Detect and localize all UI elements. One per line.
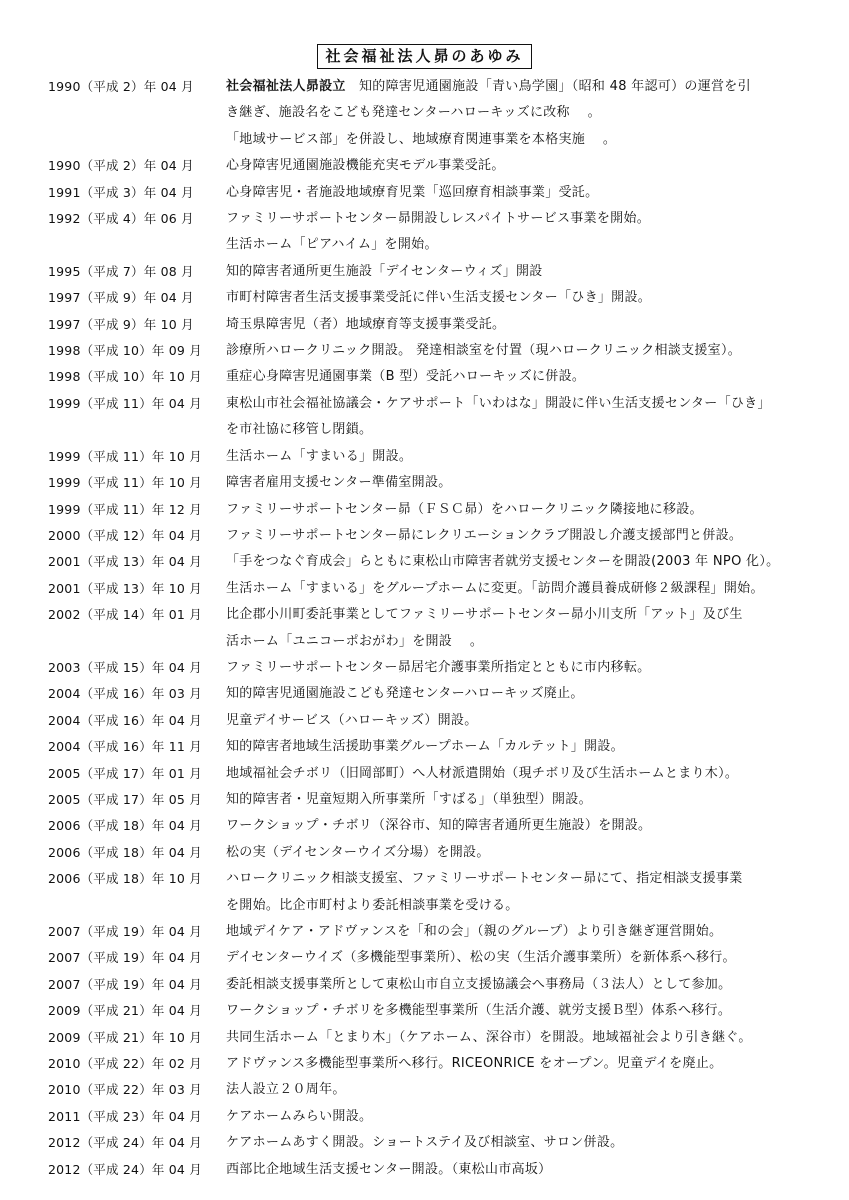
entry-date: 1998（平成 10）年 09 月 — [48, 343, 202, 359]
entry-description — [226, 787, 828, 813]
entry-date: 2007（平成 19）年 04 月 — [48, 976, 202, 992]
entry-description — [226, 153, 828, 179]
entry-date: 2001（平成 13）年 04 月 — [48, 554, 202, 570]
timeline-entry — [48, 497, 828, 523]
entry-description-line: き継ぎ、施設名をこども発達センターハローキッズに改称 。 — [226, 105, 601, 121]
entry-lead-text: 社会福祉法人昴設立 — [226, 79, 346, 94]
entry-description-line: ハロークリニック相談支援室、ファミリーサポートセンター昴にて、指定相談支援事業 — [226, 871, 743, 887]
timeline-entry — [48, 153, 828, 179]
timeline-entry — [48, 787, 828, 813]
entry-description-line: ファミリーサポートセンター昴（ＦＳＣ昴）をハロークリニック隣接地に移設。 — [226, 501, 703, 517]
entry-description-line — [226, 74, 828, 100]
entry-description — [226, 866, 828, 919]
timeline-entry — [48, 998, 828, 1024]
entry-description — [226, 655, 828, 681]
timeline-entry — [48, 444, 828, 470]
entry-description-line: デイセンターウイズ（多機能型事業所）、松の実（生活介護事業所）を新体系へ移行。 — [226, 950, 736, 966]
page-title: 社会福祉法人昴のあゆみ — [317, 44, 531, 69]
timeline-entry — [48, 1157, 828, 1183]
entry-date: 2012（平成 24）年 04 月 — [48, 1135, 202, 1151]
timeline-entry — [48, 1130, 828, 1156]
entry-description — [226, 391, 828, 444]
timeline-entry — [48, 972, 828, 998]
entry-date: 2005（平成 17）年 05 月 — [48, 791, 202, 807]
entry-line-text: 知的障害児通園施設「青い鳥学園」（昭和 48 年認可）の運営を引 — [345, 79, 751, 94]
entry-description-line: 「手をつなぐ育成会」らともに東松山市障害者就労支援センターを開設(2003 年 NPO 化）。 — [226, 554, 780, 570]
entry-date: 1999（平成 11）年 10 月 — [48, 448, 202, 464]
entry-description-line: 松の実（デイセンターウイズ分場）を開設。 — [226, 844, 490, 860]
entry-date: 1990（平成 2）年 04 月 — [48, 79, 194, 94]
entry-date: 2004（平成 16）年 11 月 — [48, 739, 202, 755]
timeline-entry — [48, 919, 828, 945]
entry-description — [226, 813, 828, 839]
entry-description-line: 比企郡小川町委託事業としてファミリーサポートセンター昴小川支所「アット」及び生 — [226, 607, 743, 623]
entry-description — [226, 945, 828, 971]
title-area — [0, 44, 849, 69]
entry-description — [226, 1051, 828, 1077]
timeline-entry — [48, 285, 828, 311]
timeline-entry — [48, 259, 828, 285]
entry-date: 2009（平成 21）年 10 月 — [48, 1029, 202, 1045]
timeline-entry — [48, 866, 828, 919]
entry-description-line: ケアホームあすく開設。ショートステイ及び相談室、サロン併設。 — [226, 1135, 624, 1151]
entry-description-line: 委託相談支援事業所として東松山市自立支援協議会へ事務局（３法人）として参加。 — [226, 976, 732, 992]
entry-description-line: 診療所ハロークリニック開設。 発達相談室を付置（現ハロークリニック相談支援室）。 — [226, 343, 742, 359]
entry-date: 2012（平成 24）年 04 月 — [48, 1161, 202, 1177]
entry-description-line: を開始。比企市町村より委託相談事業を受ける。 — [226, 897, 519, 913]
timeline-entry — [48, 945, 828, 971]
entry-description-line: 地域福祉会チボリ（旧岡部町）へ人材派遣開始（現チボリ及び生活ホームとまり木）。 — [226, 765, 739, 781]
entry-date: 2004（平成 16）年 04 月 — [48, 712, 202, 728]
entry-description-line: 活ホーム「ユニコーポおがわ」を開設 。 — [226, 633, 484, 649]
entry-description — [226, 576, 828, 602]
entry-date: 2010（平成 22）年 02 月 — [48, 1056, 202, 1072]
entry-date: 1999（平成 11）年 12 月 — [48, 501, 202, 517]
entry-description — [226, 1104, 828, 1130]
timeline-entry — [48, 180, 828, 206]
entry-description-line: ファミリーサポートセンター昴にレクリエーションクラブ開設し介護支援部門と併設。 — [226, 527, 743, 543]
timeline-entry — [48, 1104, 828, 1130]
timeline-entry — [48, 338, 828, 364]
entry-description-line: 西部比企地域生活支援センター開設。（東松山市高坂） — [226, 1161, 552, 1177]
timeline-entry — [48, 1077, 828, 1103]
entry-description — [226, 444, 828, 470]
timeline-entry — [48, 312, 828, 338]
entry-description — [226, 364, 828, 390]
entry-description-line: ファミリーサポートセンター昴居宅介護事業所指定とともに市内移転。 — [226, 659, 651, 675]
entry-description-line: ファミリーサポートセンター昴開設しレスパイトサービス事業を開始。 — [226, 211, 651, 227]
timeline-entry — [48, 364, 828, 390]
entry-description — [226, 285, 828, 311]
timeline-entry — [48, 576, 828, 602]
timeline-entry — [48, 813, 828, 839]
entry-description-line: 生活ホーム「すまいる」開設。 — [226, 448, 413, 464]
entry-description-line: アドヴァンス多機能型事業所へ移行。RICEONRICE をオープン。児童デイを廃止。 — [226, 1056, 723, 1072]
timeline-entry — [48, 523, 828, 549]
entry-description-line: ワークショップ・チボリ（深谷市、知的障害者通所更生施設）を開設。 — [226, 818, 652, 834]
timeline-entry — [48, 549, 828, 575]
history-timeline — [48, 74, 828, 1183]
entry-description — [226, 761, 828, 787]
timeline-entry — [48, 1025, 828, 1051]
entry-date: 1999（平成 11）年 04 月 — [48, 395, 202, 411]
timeline-entry — [48, 681, 828, 707]
entry-description-line: 埼玉県障害児（者）地域療育等支援事業受託。 — [226, 316, 506, 332]
timeline-entry — [48, 206, 828, 259]
timeline-entry — [48, 840, 828, 866]
entry-date: 2006（平成 18）年 04 月 — [48, 818, 202, 834]
entry-description — [226, 74, 828, 153]
entry-date: 1999（平成 11）年 10 月 — [48, 475, 202, 491]
entry-description-line: 共同生活ホーム「とまり木」（ケアホーム、深谷市）を開設。地域福祉会より引き継ぐ。 — [226, 1029, 752, 1045]
entry-description — [226, 470, 828, 496]
entry-date: 1995（平成 7）年 08 月 — [48, 263, 194, 279]
entry-date: 2005（平成 17）年 01 月 — [48, 765, 202, 781]
timeline-entry — [48, 734, 828, 760]
entry-description-line: 児童デイサービス（ハローキッズ）開設。 — [226, 712, 478, 728]
entry-description-line: ワークショップ・チボリを多機能型事業所（生活介護、就労支援Ｂ型）体系へ移行。 — [226, 1003, 732, 1019]
entry-description — [226, 972, 828, 998]
entry-date: 1990（平成 2）年 04 月 — [48, 158, 194, 174]
entry-date: 2007（平成 19）年 04 月 — [48, 950, 202, 966]
entry-date: 2000（平成 12）年 04 月 — [48, 527, 202, 543]
entry-description-line: 重症心身障害児通園事業（B 型）受託ハローキッズに併設。 — [226, 369, 586, 385]
entry-description-line: 心身障害児・者施設地域療育児業「巡回療育相談事業」受託。 — [226, 184, 599, 200]
entry-date: 1997（平成 9）年 04 月 — [48, 290, 194, 306]
entry-description-line: を市社協に移管し閉鎖。 — [226, 422, 373, 438]
entry-description — [226, 919, 828, 945]
entry-description-line: 心身障害児通園施設機能充実モデル事業受託。 — [226, 158, 505, 174]
entry-date: 2010（平成 22）年 03 月 — [48, 1082, 202, 1098]
timeline-entry — [48, 470, 828, 496]
entry-description-line: 東松山市社会福祉協議会・ケアサポート「いわはな」開設に伴い生活支援センター「ひき」 — [226, 395, 771, 411]
entry-description — [226, 1077, 828, 1103]
entry-description-line: 障害者雇用支援センター準備室開設。 — [226, 475, 452, 491]
entry-description — [226, 206, 828, 259]
entry-date: 2004（平成 16）年 03 月 — [48, 686, 202, 702]
entry-date: 2001（平成 13）年 10 月 — [48, 580, 202, 596]
entry-description-line: 生活ホーム「すまいる」をグループホームに変更。「訪問介護員養成研修２級課程」開始。 — [226, 580, 764, 596]
entry-date: 1991（平成 3）年 04 月 — [48, 184, 194, 200]
entry-description — [226, 497, 828, 523]
entry-description-line: 市町村障害者生活支援事業受託に伴い生活支援センター「ひき」開設。 — [226, 290, 652, 306]
entry-description-line: 知的障害者地域生活援助事業グループホーム「カルテット」開設。 — [226, 739, 624, 755]
timeline-entry — [48, 74, 828, 153]
timeline-entry — [48, 391, 828, 444]
entry-description-line: 「地域サービス部」を併設し、地域療育関連事業を本格実施 。 — [226, 131, 617, 147]
entry-date: 2006（平成 18）年 04 月 — [48, 844, 202, 860]
timeline-entry — [48, 655, 828, 681]
entry-date: 1998（平成 10）年 10 月 — [48, 369, 202, 385]
entry-date: 2002（平成 14）年 01 月 — [48, 607, 202, 623]
entry-date: 1997（平成 9）年 10 月 — [48, 316, 194, 332]
entry-description — [226, 259, 828, 285]
entry-date: 2006（平成 18）年 10 月 — [48, 871, 202, 887]
timeline-entry — [48, 708, 828, 734]
entry-description — [226, 998, 828, 1024]
entry-description — [226, 312, 828, 338]
entry-description — [226, 1025, 828, 1051]
timeline-entry — [48, 1051, 828, 1077]
timeline-entry — [48, 602, 828, 655]
entry-description-line: 法人設立２０周年。 — [226, 1082, 346, 1098]
entry-description — [226, 1157, 828, 1183]
entry-description — [226, 549, 828, 575]
entry-description — [226, 708, 828, 734]
entry-description — [226, 1130, 828, 1156]
entry-date: 2009（平成 21）年 04 月 — [48, 1003, 202, 1019]
timeline-entry — [48, 761, 828, 787]
entry-description-line: 知的障害児通園施設こども発達センターハローキッズ廃止。 — [226, 686, 584, 702]
entry-date: 2003（平成 15）年 04 月 — [48, 659, 202, 675]
entry-description — [226, 840, 828, 866]
entry-description-line: 生活ホーム「ピアハイム」を開始。 — [226, 237, 438, 253]
entry-description — [226, 602, 828, 655]
entry-date: 1992（平成 4）年 06 月 — [48, 211, 194, 227]
entry-description — [226, 734, 828, 760]
entry-description — [226, 523, 828, 549]
entry-description-line: 知的障害者通所更生施設「デイセンターウィズ」開設 — [226, 263, 543, 279]
entry-date: 2007（平成 19）年 04 月 — [48, 924, 202, 939]
entry-date: 2011（平成 23）年 04 月 — [48, 1108, 202, 1124]
entry-description — [226, 180, 828, 206]
entry-description — [226, 681, 828, 707]
entry-description-line: 知的障害者・児童短期入所事業所「すばる」（単独型）開設。 — [226, 791, 592, 807]
entry-description-line: ケアホームみらい開設。 — [226, 1108, 373, 1124]
entry-description-line: 地域デイケア・アドヴァンスを「和の会」（親のグループ）より引き継ぎ運営開始。 — [226, 924, 723, 939]
entry-description — [226, 338, 828, 364]
